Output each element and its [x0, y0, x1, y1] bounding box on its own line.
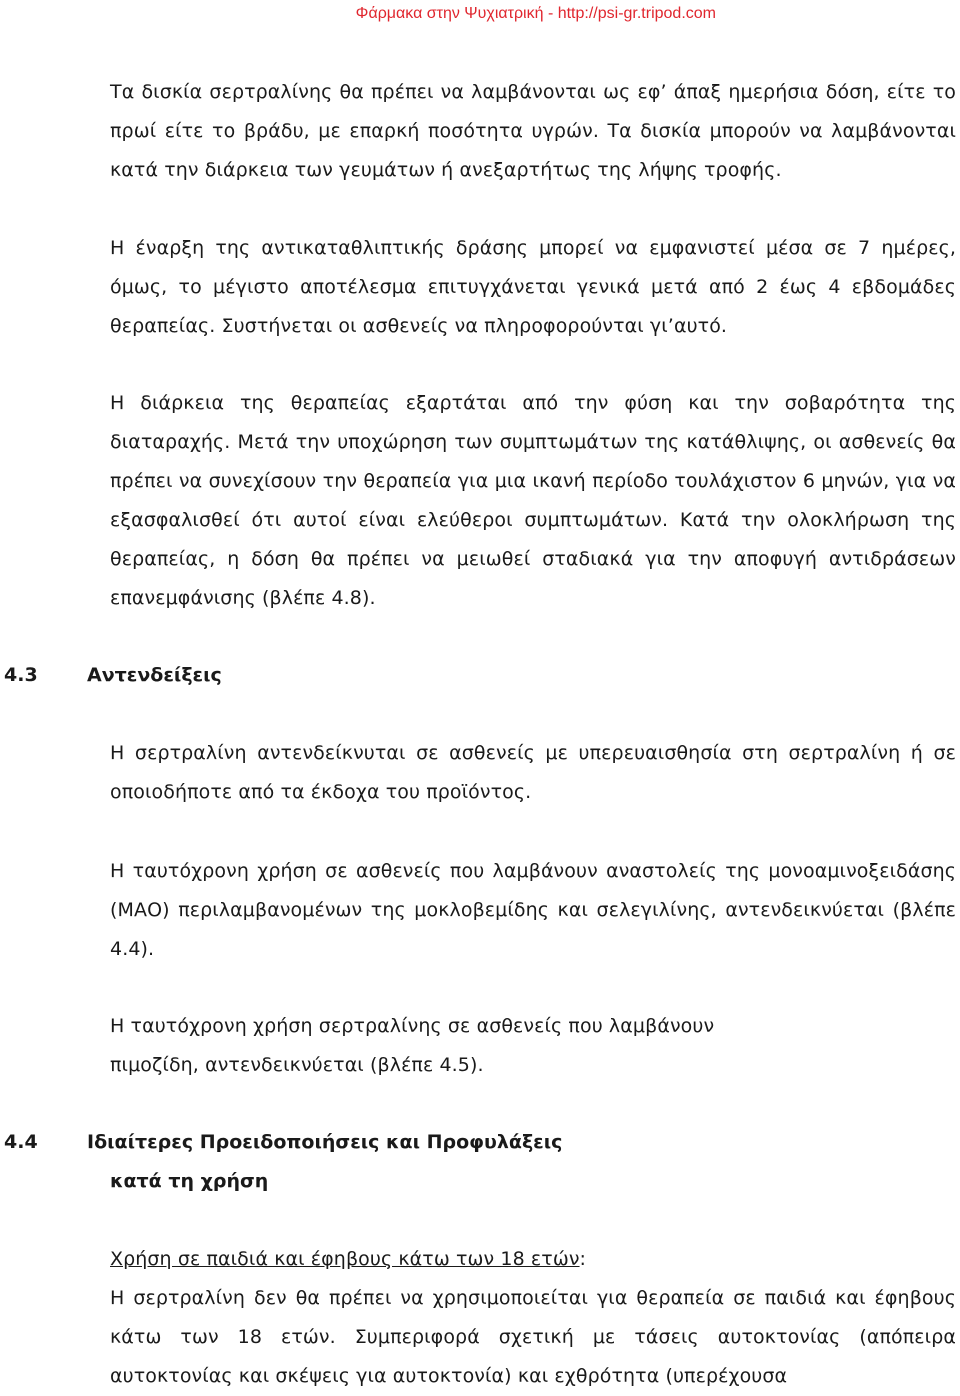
underlined-subheading: Χρήση σε παιδιά και έφηβους κάτω των 18 ετών [110, 1248, 580, 1270]
paragraph-onset: Η έναρξη της αντικαταθλιπτικής δράσης μπορεί να εμφανιστεί μέσα σε 7 ημέρες, όμως, το μέγιστο αποτέλεσμα επιτυγχάνεται γενικά μετά από 2 έως 4 εβδομάδες θεραπείας. Συστήνεται οι ασθενείς να πληροφορούνται γι’αυτό. [110, 237, 956, 337]
section-title: Αντενδείξεις [87, 664, 222, 686]
paragraph-mao: Η ταυτόχρονη χρήση σε ασθενείς που λαμβάνουν αναστολείς της μονοαμινοξειδάσης (ΜΑΟ) περιλαμβανομένων της μοκλοβεμίδης και σελεγιλίνης, αντενδεικνύεται (βλέπε 4.4). [110, 860, 956, 960]
subheading-children [110, 1240, 956, 1279]
site-header: Φάρμακα στην Ψυχιατρική - http://psi-gr.tripod.com [355, 5, 716, 22]
paragraph-pimozide [110, 1007, 956, 1085]
section-number: 4.3 [4, 664, 38, 686]
paragraph-duration: Η διάρκεια της θεραπείας εξαρτάται από την φύση και την σοβαρότητα της διαταραχής. Μετά την υποχώρηση των συμπτωμάτων της κατάθλιψης, οι ασθενείς θα πρέπει να συνεχίσουν την θεραπεία για μια ικανή περίοδο τουλάχιστον 6 μηνών, για να εξασφαλισθεί ότι αυτοί είναι ελεύθεροι συμπτωμάτων. Κατά την ολοκλήρωση της θεραπείας, η δόση θα πρέπει να μειωθεί σταδιακά για την αποφυγή αντιδράσεων επανεμφάνισης (βλέπε 4.8). [110, 392, 956, 609]
paragraph-line: πιμοζίδη, αντενδεικνύεται (βλέπε 4.5). [110, 1054, 484, 1076]
paragraph-line: Η ταυτόχρονη χρήση σερτραλίνης σε ασθενείς που λαμβάνουν [110, 1015, 715, 1037]
section-number: 4.4 [4, 1131, 38, 1153]
paragraph-children: Η σερτραλίνη δεν θα πρέπει να χρησιμοποιείται για θεραπεία σε παιδιά και έφηβους κάτω των 18 ετών. Συμπεριφορά σχετική με τάσεις αυτοκτονίας (απόπειρα αυτοκτονίας και σκέψεις για αυτοκτονία) και εχθρότητα (υπερέχουσα [110, 1287, 956, 1387]
paragraph-hypersensitivity: Η σερτραλίνη αντενδείκνυται σε ασθενείς με υπερευαισθησία στη σερτραλίνη ή σε οποιοδήποτε από τα έκδοχα του προϊόντος. [110, 742, 956, 803]
paragraph-dosing: Τα δισκία σερτραλίνης θα πρέπει να λαμβάνονται ως εφ’ άπαξ ημερήσια δόση, είτε το πρωί είτε το βράδυ, με επαρκή ποσότητα υγρών. Τα δισκία μπορούν να λαμβάνονται κατά την διάρκεια των γευμάτων ή ανεξαρτήτως της λήψης τροφής. [110, 81, 956, 181]
section-title: Ιδιαίτερες Προειδοποιήσεις και Προφυλάξεις [87, 1131, 563, 1153]
section-heading-4-4 [4, 1123, 562, 1162]
subheading-colon: : [579, 1248, 587, 1270]
section-title-continued: κατά τη χρήση [110, 1170, 269, 1192]
section-heading-4-3 [4, 656, 222, 695]
